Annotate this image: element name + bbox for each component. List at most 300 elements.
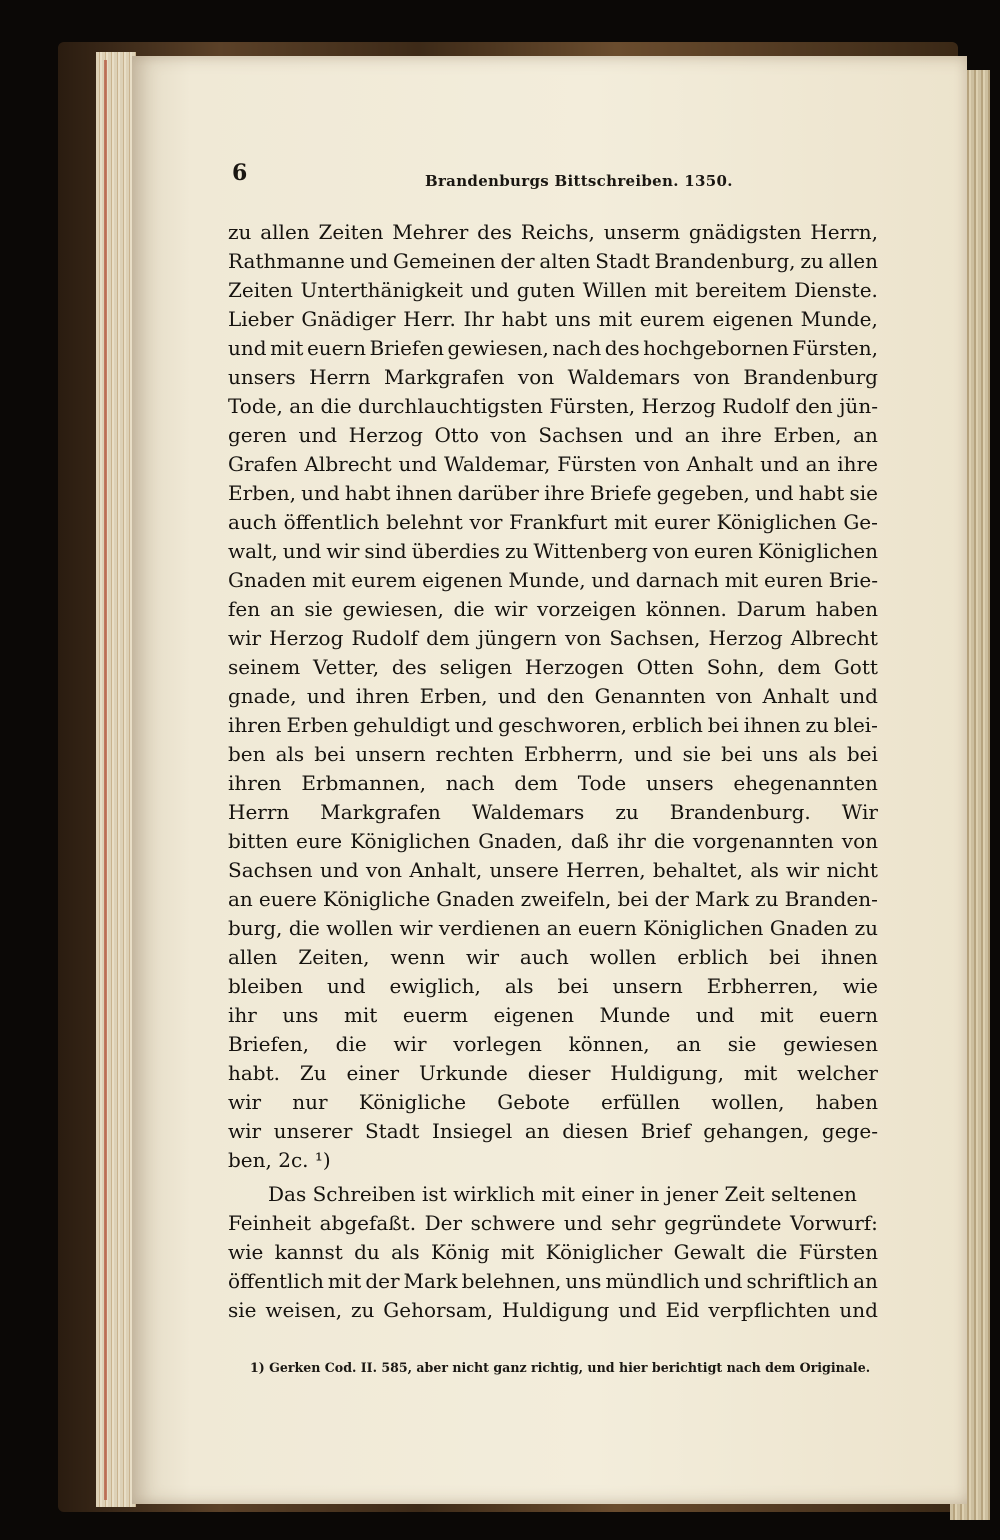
word: euren [693, 539, 753, 563]
word: eurem [639, 307, 705, 331]
word: wenn [390, 945, 446, 969]
word: Gnaden [436, 887, 515, 911]
page-number: 6 [232, 160, 248, 186]
word: an [676, 1032, 702, 1056]
word: ihren [228, 771, 282, 795]
word: und [228, 336, 267, 360]
word: belehnt [386, 510, 463, 534]
word: wollen, [711, 1090, 785, 1114]
word: Gehorsam, [383, 1298, 494, 1322]
word: sie [304, 597, 333, 621]
word: Sachsen [538, 423, 624, 447]
text-line [228, 885, 878, 914]
word: wir [399, 916, 433, 940]
word: Otten [636, 655, 694, 679]
word: ihren [355, 684, 410, 708]
word: von [365, 858, 403, 882]
word: euren [763, 568, 823, 592]
word: an [853, 423, 878, 447]
word: Gnädiger [301, 307, 396, 331]
word: habt [344, 481, 391, 505]
word: öffentlich [228, 1269, 324, 1293]
word: uns [565, 1269, 602, 1293]
word: Brie- [828, 568, 878, 592]
word: mit [614, 510, 648, 534]
text-line [228, 856, 878, 885]
word: und [398, 452, 438, 476]
word: mit [654, 278, 688, 302]
word: Brandenburg, [654, 249, 796, 273]
word: Herren, [566, 858, 646, 882]
word: Erben [286, 713, 349, 737]
word: vorgenannten [692, 829, 834, 853]
word: Herr. [403, 307, 456, 331]
text-line [228, 1030, 878, 1059]
text-line [228, 653, 878, 682]
page-edges-left [96, 52, 136, 1507]
word: den [795, 394, 833, 418]
word: nur [292, 1090, 328, 1114]
word: gnade, [228, 684, 297, 708]
word: Der [424, 1211, 463, 1235]
word: den [546, 684, 585, 708]
word: Tode [577, 771, 627, 795]
word: Vetter, [313, 655, 380, 679]
word: als [275, 742, 305, 766]
word: Feinheit [228, 1211, 312, 1235]
word: mit [343, 1003, 378, 1027]
word: die [756, 1240, 788, 1264]
word: Wittenberg [533, 539, 648, 563]
text-line [228, 1209, 878, 1238]
word: Erbherrn, [523, 742, 624, 766]
word: zu [615, 800, 639, 824]
word: Erbherren, [706, 974, 819, 998]
word: erfüllen [601, 1090, 681, 1114]
word: Königlichen [716, 510, 837, 534]
word: diesen [562, 1119, 629, 1143]
word: Briefen [369, 336, 445, 360]
word: die [453, 597, 485, 621]
word: ihre [544, 481, 585, 505]
word: Rathmanne [228, 249, 345, 273]
word: eurem [351, 568, 417, 592]
word: unsern [355, 742, 426, 766]
word: alten [539, 249, 591, 273]
word: wir [786, 858, 820, 882]
text-line [228, 914, 878, 943]
word: Gnaden [228, 568, 307, 592]
word: Gott [833, 655, 878, 679]
word: bereitem [695, 278, 787, 302]
word: sie [228, 1298, 257, 1322]
word: Gnaden [769, 916, 849, 940]
word: nach [445, 771, 495, 795]
word: die [320, 394, 352, 418]
word: nicht [826, 858, 878, 882]
word: Erbmannen, [301, 771, 426, 795]
word: und [695, 1003, 735, 1027]
word: an [524, 1119, 550, 1143]
word: Königlicher [545, 1240, 663, 1264]
red-edge-stripe [104, 60, 107, 1500]
word: mit [327, 1269, 362, 1293]
word: an [805, 452, 831, 476]
word: euern [577, 916, 637, 940]
text-line [228, 421, 878, 450]
word: und [497, 684, 537, 708]
word: uns [554, 307, 591, 331]
word: und [454, 713, 494, 737]
word: an [269, 597, 295, 621]
text-line [228, 1088, 878, 1117]
word: gehuldigt [353, 713, 450, 737]
word: an [228, 887, 253, 911]
word: Mark [403, 1269, 458, 1293]
word: Briefe [589, 481, 652, 505]
text-line [228, 566, 878, 595]
word: ihnen [743, 713, 801, 737]
word: Munde [599, 1003, 671, 1027]
word: auch [228, 510, 277, 534]
word: Otto [434, 423, 479, 447]
text-line [228, 769, 878, 798]
word: Eid [665, 1298, 700, 1322]
word: zu [805, 713, 829, 737]
word: habt [501, 307, 548, 331]
word: der [500, 249, 535, 273]
word: Herrn [309, 365, 371, 389]
word: und [319, 858, 359, 882]
word: rechten [435, 742, 514, 766]
word: haben [815, 597, 878, 621]
word: euern [306, 336, 366, 360]
word: der [365, 1269, 400, 1293]
word: die [335, 1032, 367, 1056]
text-line [228, 943, 878, 972]
text-line [228, 1238, 878, 1267]
word: bei [314, 742, 346, 766]
word: Sachsen [228, 858, 313, 882]
text-line: ben, 2c. ¹) [228, 1148, 331, 1172]
word: eigenen [493, 1003, 574, 1027]
word: dem [426, 626, 470, 650]
word: Zu [299, 1061, 327, 1085]
word: als [750, 858, 779, 882]
word: Tode, [228, 394, 283, 418]
word: Munde, [508, 568, 586, 592]
word: bei [721, 742, 753, 766]
word: an [546, 916, 572, 940]
word: bitten [228, 829, 288, 853]
text-line [228, 276, 878, 305]
word: wir [393, 1032, 427, 1056]
word: und [470, 278, 510, 302]
word: auch [519, 945, 569, 969]
word: walt, [228, 539, 278, 563]
word: eure [296, 829, 343, 853]
word: dem [777, 655, 821, 679]
text-line [228, 972, 878, 1001]
text-line [228, 218, 878, 247]
word: gegründete [664, 1211, 782, 1235]
text-line [228, 479, 878, 508]
word: Albrecht [790, 626, 878, 650]
word: können, [568, 1032, 650, 1056]
word: Waldemars [471, 800, 585, 824]
word: Königlichen [350, 829, 471, 853]
text-line [228, 1059, 878, 1088]
word: uns [762, 742, 799, 766]
word: Huldigung, [610, 1061, 724, 1085]
word: von [693, 365, 730, 389]
word: gegeben, [656, 481, 750, 505]
word: Erben, [419, 684, 488, 708]
word: schriftlich [746, 1269, 850, 1293]
word: vor [469, 510, 503, 534]
text-line [228, 711, 878, 740]
text-line [228, 508, 878, 537]
word: dem [514, 771, 558, 795]
word: unsers [645, 771, 714, 795]
word: sehr [611, 1211, 656, 1235]
text-line [228, 1001, 878, 1030]
word: Unterthänigkeit [300, 278, 463, 302]
word: bei [557, 974, 589, 998]
word: und [618, 1298, 657, 1322]
word: und [298, 423, 338, 447]
word: und [760, 452, 799, 476]
word: seinem [228, 655, 301, 679]
word: geschworen, [498, 713, 627, 737]
word: des [477, 220, 513, 244]
word: ihnen [821, 945, 878, 969]
word: allen [828, 249, 878, 273]
word: nach [552, 336, 602, 360]
word: Ihr [463, 307, 494, 331]
text-line [228, 450, 878, 479]
text-line [228, 247, 878, 276]
word: haben [815, 1090, 878, 1114]
word: Gebote [497, 1090, 570, 1114]
word: öffentlich [283, 510, 380, 534]
word: und [754, 481, 794, 505]
word: Königlichen [757, 539, 878, 563]
word: Gnaden, [478, 829, 563, 853]
word: behaltet, [652, 858, 743, 882]
text-line [228, 363, 878, 392]
word: sie [682, 742, 712, 766]
word: als [391, 1240, 420, 1264]
running-head: Brandenburgs Bittschreiben. 1350. [425, 172, 733, 190]
word: Sohn, [706, 655, 765, 679]
word: mit [500, 1240, 535, 1264]
word: Anhalt [762, 684, 830, 708]
word: burg, [228, 916, 283, 940]
word: bleiben [228, 974, 303, 998]
word: gege- [821, 1119, 878, 1143]
word: wie [228, 1240, 264, 1264]
text-line [228, 537, 878, 566]
word: Fürsten [798, 1240, 878, 1264]
word: an [289, 394, 315, 418]
word: von [716, 684, 753, 708]
word: Insiegel [432, 1119, 513, 1143]
text-line [228, 334, 878, 363]
word: Herzogen [524, 655, 624, 679]
text-line [228, 305, 878, 334]
word: Brandenburg [743, 365, 878, 389]
word: und [839, 1298, 878, 1322]
word: blei- [833, 713, 878, 737]
word: Zeiten [228, 278, 293, 302]
word: wir [228, 626, 262, 650]
word: von [841, 829, 878, 853]
word: euern [818, 1003, 878, 1027]
word: Rudolf [722, 394, 789, 418]
word: weisen, [265, 1298, 343, 1322]
word: allen [228, 945, 278, 969]
text-line [228, 1267, 878, 1296]
word: und [282, 539, 322, 563]
word: Grafen [228, 452, 298, 476]
word: ihr [228, 1003, 257, 1027]
word: euerm [402, 1003, 468, 1027]
word: Darum [736, 597, 806, 621]
word: dieser [527, 1061, 591, 1085]
text-line [228, 827, 878, 856]
word: Wir [841, 800, 878, 824]
word: Vorwurf: [789, 1211, 878, 1235]
word: bei [846, 742, 878, 766]
word: kannst [274, 1240, 343, 1264]
word: Branden- [784, 887, 878, 911]
word: zu [800, 249, 824, 273]
word: von [517, 365, 555, 389]
word: Mark [694, 887, 749, 911]
word: ihre [837, 452, 878, 476]
word: Fürsten, [792, 336, 878, 360]
word: sie [849, 481, 878, 505]
word: euere [258, 887, 317, 911]
word: wollen [589, 945, 657, 969]
word: Briefen, [228, 1032, 309, 1056]
word: Willen [582, 278, 647, 302]
word: bei [617, 887, 649, 911]
word: eigenen [422, 568, 503, 592]
word: und [301, 481, 340, 505]
word: jün- [839, 394, 878, 418]
word: eurer [654, 510, 710, 534]
word: wir [228, 1119, 262, 1143]
word: Fürsten [557, 452, 637, 476]
word: von [565, 626, 602, 650]
word: mit [270, 336, 304, 360]
text-line: Das Schreiben ist wirklich mit einer in jener Zeit seltenen [268, 1182, 857, 1206]
word: ihnen [395, 481, 453, 505]
word: Herrn [228, 800, 290, 824]
word: Gewalt [673, 1240, 745, 1264]
word: Lieber [228, 307, 294, 331]
word: von [490, 423, 527, 447]
word: wir [465, 945, 500, 969]
word: Gemeinen [393, 249, 496, 273]
word: einer [346, 1061, 400, 1085]
word: und [703, 1269, 743, 1293]
word: gnädigsten [688, 220, 802, 244]
word: zu [350, 1298, 375, 1322]
word: die [653, 829, 685, 853]
text-line [228, 1117, 878, 1146]
word: an [684, 423, 710, 447]
word: Herrn, [810, 220, 878, 244]
word: zweifeln, [520, 887, 612, 911]
word: Rudolf [351, 626, 419, 650]
word: allen [260, 220, 310, 244]
word: des [604, 336, 640, 360]
word: überdies [411, 539, 501, 563]
word: ehegenannten [733, 771, 878, 795]
word: ben [228, 742, 266, 766]
word: und [306, 684, 346, 708]
word: mit [598, 307, 633, 331]
word: Herzog [269, 626, 344, 650]
word: Herzog [348, 423, 423, 447]
word: wir [494, 597, 528, 621]
word: wollen [326, 916, 393, 940]
word: die [288, 916, 320, 940]
word: ihren [228, 713, 282, 737]
word: Anhalt [686, 452, 754, 476]
word: darnach [635, 568, 719, 592]
word: Fürsten, [549, 394, 636, 418]
word: mit [743, 1061, 778, 1085]
word: hochgebornen [643, 336, 789, 360]
word: darüber [457, 481, 539, 505]
text-line [228, 740, 878, 769]
word: gewiesen, [447, 336, 549, 360]
word: unserer [273, 1119, 353, 1143]
text-line [228, 682, 878, 711]
word: unsern [612, 974, 683, 998]
word: Genannten [594, 684, 706, 708]
word: bei [769, 945, 801, 969]
word: jüngern [477, 626, 557, 650]
word: und [633, 742, 673, 766]
word: Brandenburg. [669, 800, 811, 824]
word: und [839, 684, 878, 708]
text-line [228, 595, 878, 624]
body-text [228, 218, 878, 1325]
word: Munde, [800, 307, 878, 331]
word: wir [326, 539, 360, 563]
word: als [504, 974, 534, 998]
word: von [643, 452, 680, 476]
word: des [391, 655, 427, 679]
word: verpflichten [708, 1298, 831, 1322]
word: ihr [617, 829, 646, 853]
word: bei [707, 713, 739, 737]
word: als [808, 742, 837, 766]
word: du [354, 1240, 380, 1264]
word: gewiesen [782, 1032, 878, 1056]
word: und [349, 249, 389, 273]
word: Königlichen [643, 916, 764, 940]
word: Urkunde [418, 1061, 508, 1085]
word: Zeiten [318, 220, 384, 244]
word: guten [516, 278, 576, 302]
word: Waldemar, [444, 452, 551, 476]
